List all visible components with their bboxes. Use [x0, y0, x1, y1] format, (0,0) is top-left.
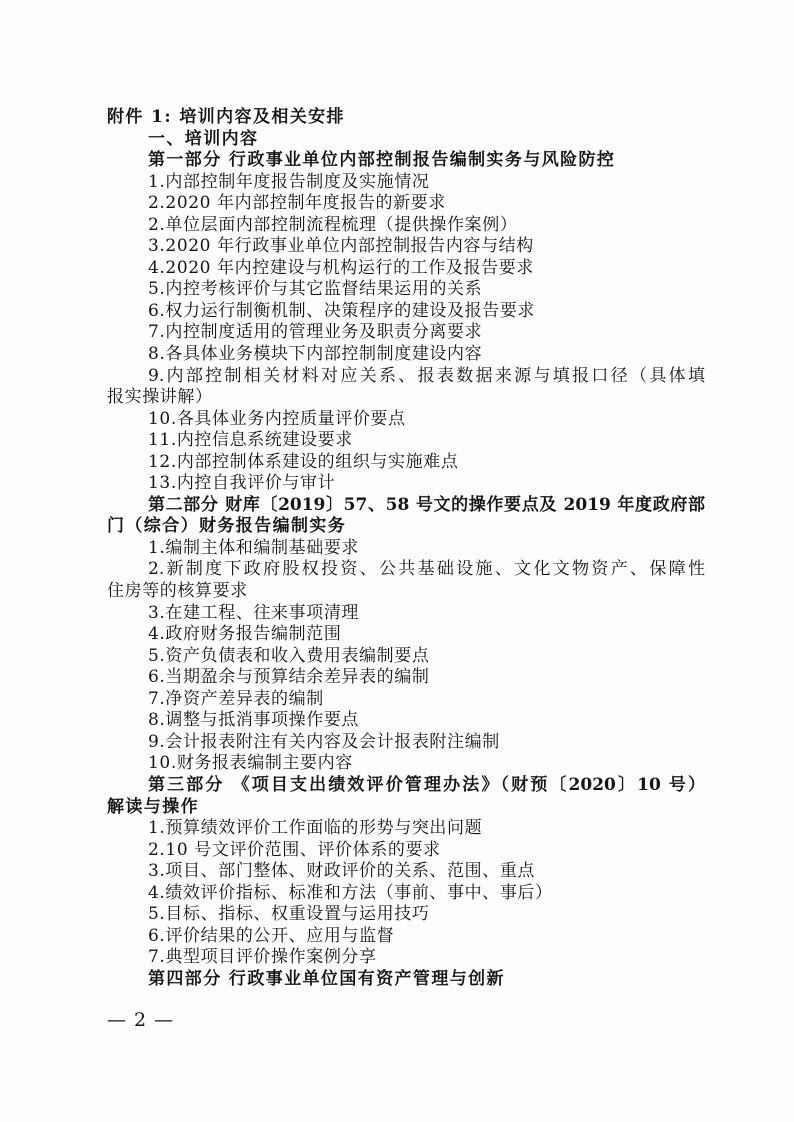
page-number: — 2 — — [107, 1009, 175, 1031]
list-item: 2.新制度下政府股权投资、公共基础设施、文化文物资产、保障性 — [148, 559, 705, 580]
list-item: 10.财务报表编制主要内容 — [148, 753, 353, 774]
list-item: 7.内控制度适用的管理业务及职责分离要求 — [148, 322, 483, 343]
list-item: 13.内控自我评价与审计 — [148, 473, 336, 494]
list-item: 7.净资产差异表的编制 — [148, 688, 324, 709]
list-item: 7.典型项目评价操作案例分享 — [148, 947, 377, 968]
list-item: 10.各具体业务内控质量评价要点 — [148, 408, 406, 429]
list-item: 8.调整与抵消事项操作要点 — [148, 710, 360, 731]
list-item: 3.在建工程、往来事项清理 — [148, 602, 360, 623]
part-title: 第一部分 行政事业单位内部控制报告编制实务与风险防控 — [148, 150, 616, 171]
list-item: 9.会计报表附注有关内容及会计报表附注编制 — [148, 731, 500, 752]
list-item: 1.内部控制年度报告制度及实施情况 — [148, 171, 430, 192]
list-item: 2.10 号文评价范围、评价体系的要求 — [148, 839, 441, 860]
list-item: 6.当期盈余与预算结余差异表的编制 — [148, 667, 430, 688]
list-item: 8.各具体业务模块下内部控制制度建设内容 — [148, 344, 483, 365]
list-item: 4.政府财务报告编制范围 — [148, 624, 342, 645]
part-title-continuation: 解读与操作 — [107, 796, 199, 817]
part-1 — [107, 150, 705, 495]
list-item: 3.项目、部门整体、财政评价的关系、范围、重点 — [148, 861, 536, 882]
list-item: 5.内控考核评价与其它监督结果运用的关系 — [148, 279, 483, 300]
list-item: 4.绩效评价指标、标准和方法（事前、事中、事后） — [148, 882, 553, 903]
list-item: 9.内部控制相关材料对应关系、报表数据来源与填报口径（具体填 — [148, 365, 705, 386]
list-item: 6.评价结果的公开、应用与监督 — [148, 925, 395, 946]
part-title: 第二部分 财库〔2019〕57、58 号文的操作要点及 2019 年度政府部 — [148, 494, 705, 515]
list-item: 1.编制主体和编制基础要求 — [148, 537, 360, 558]
list-item: 6.权力运行制衡机制、决策程序的建设及报告要求 — [148, 300, 536, 321]
part-title-continuation: 门（综合）财务报告编制实务 — [107, 516, 347, 537]
document-body — [107, 107, 705, 990]
list-item: 5.资产负债表和收入费用表编制要点 — [148, 645, 430, 666]
list-item: 12.内部控制体系建设的组织与实施难点 — [148, 451, 459, 472]
list-item-continuation: 报实操讲解） — [107, 387, 213, 408]
list-item: 2.单位层面内部控制流程梳理（提供操作案例） — [148, 214, 518, 235]
part-3 — [107, 775, 705, 969]
part-2 — [107, 495, 705, 775]
list-item: 3.2020 年行政事业单位内部控制报告内容与结构 — [148, 236, 534, 257]
list-item: 4.2020 年内控建设与机构运行的工作及报告要求 — [148, 257, 534, 278]
list-item: 11.内控信息系统建设要求 — [148, 430, 353, 451]
part-title: 第三部分 《项目支出绩效评价管理办法》（财预〔2020〕10 号） — [148, 774, 705, 795]
attachment-title: 附件 1: 培训内容及相关安排 — [107, 107, 345, 127]
list-item: 1.预算绩效评价工作面临的形势与突出问题 — [148, 818, 483, 839]
part-title: 第四部分 行政事业单位国有资产管理与创新 — [148, 968, 505, 989]
section-title: 一、培训内容 — [148, 128, 259, 149]
list-item: 2.2020 年内部控制年度报告的新要求 — [148, 193, 446, 214]
part-4 — [107, 969, 705, 991]
list-item: 5.目标、指标、权重设置与运用技巧 — [148, 904, 430, 925]
list-item-continuation: 住房等的核算要求 — [107, 581, 248, 602]
